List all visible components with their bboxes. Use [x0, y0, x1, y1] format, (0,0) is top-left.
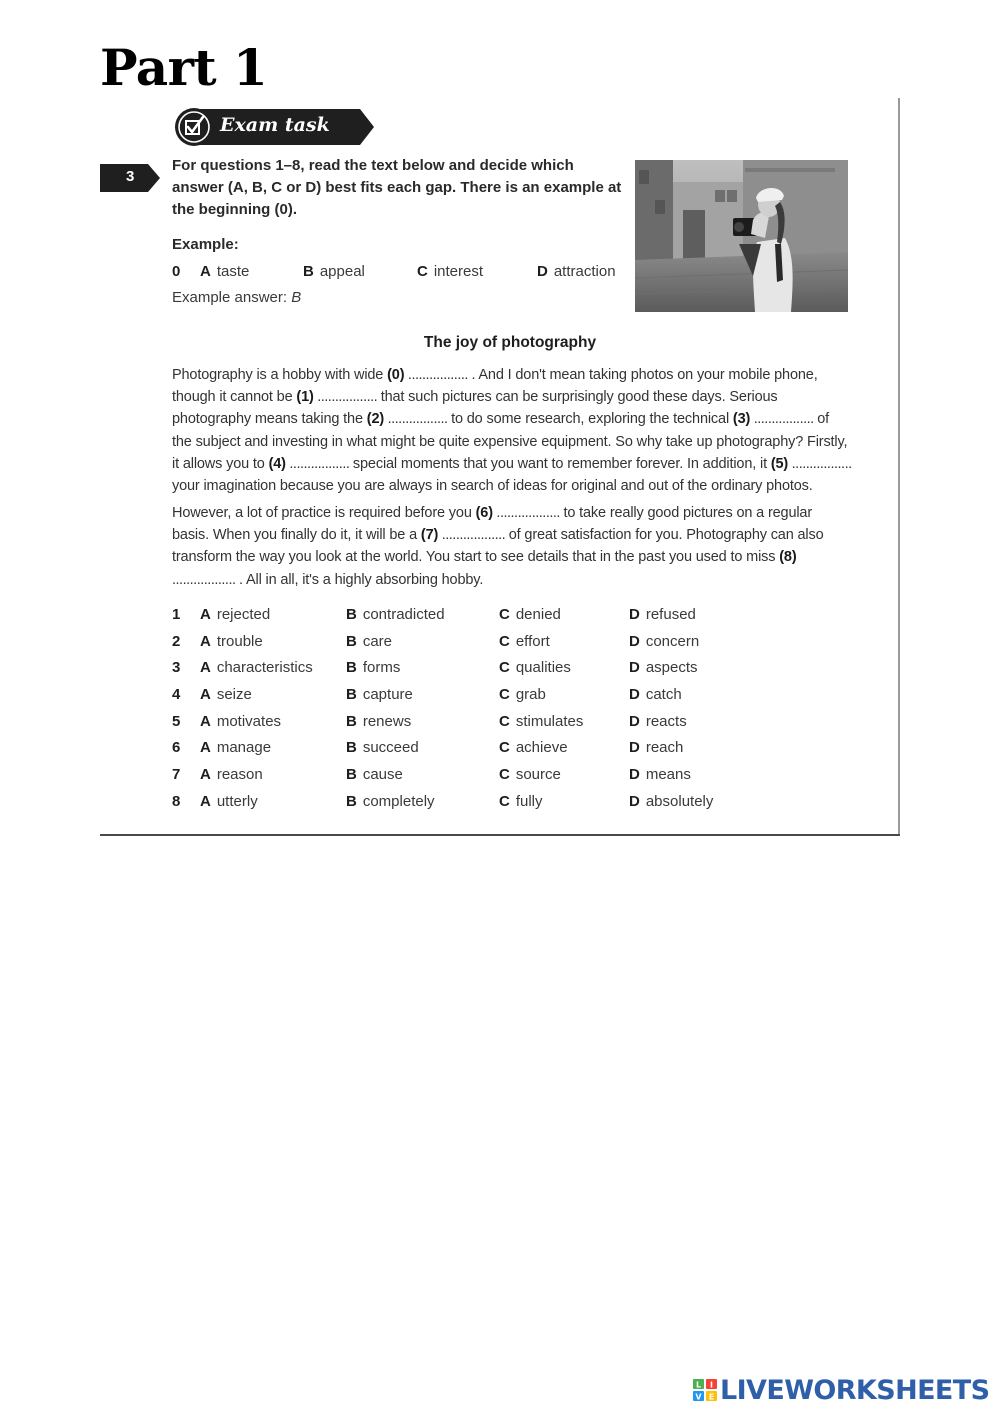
option-text: reason: [216, 766, 263, 784]
answer-option-b[interactable]: [346, 656, 400, 680]
option-text: trouble: [216, 632, 263, 650]
option-text: motivates: [216, 712, 282, 730]
question-row: [172, 683, 772, 710]
frame-bottom-border: [100, 834, 900, 836]
option-text: renews: [362, 712, 412, 730]
option-text: absolutely: [645, 792, 714, 810]
option-text: source: [515, 766, 561, 784]
answer-option-d[interactable]: [629, 763, 691, 787]
option-letter: C: [499, 792, 510, 810]
option-letter: D: [629, 766, 640, 784]
option-text: stimulates: [515, 712, 584, 730]
option-letter: D: [629, 792, 640, 810]
answer-option-d[interactable]: [629, 683, 682, 707]
option-letter: A: [200, 712, 211, 730]
answer-option-c[interactable]: [499, 736, 568, 760]
gap-blank: .................: [750, 411, 818, 428]
answer-option-c[interactable]: [499, 656, 571, 680]
option-text: completely: [362, 792, 435, 810]
answer-option-b[interactable]: [346, 603, 445, 627]
option-text: seize: [216, 686, 252, 704]
option-text: contradicted: [362, 606, 445, 623]
svg-text:I: I: [710, 1380, 713, 1390]
answer-option-a[interactable]: [200, 736, 271, 760]
answer-option-c[interactable]: [499, 683, 546, 707]
answer-option-a[interactable]: [200, 603, 270, 627]
answer-option-d[interactable]: [629, 790, 713, 814]
answer-option-a[interactable]: [200, 630, 263, 654]
option-letter: C: [499, 739, 510, 757]
question-number: 7: [172, 766, 181, 784]
option-letter: B: [346, 766, 357, 784]
option-letter: D: [629, 739, 640, 757]
example-option-a: A taste: [200, 263, 250, 280]
svg-text:L: L: [695, 1380, 702, 1390]
option-letter: A: [200, 686, 211, 704]
option-text: fully: [515, 792, 543, 810]
question-row: [172, 630, 772, 657]
answer-option-d[interactable]: [629, 630, 699, 654]
option-text: refused: [645, 606, 696, 623]
passage-text: of the subject and investing in what might be quite expensive equipment. So why take up photography? Firstly, it allows you to: [172, 411, 848, 472]
option-letter: C: [499, 766, 510, 784]
option-letter: D: [629, 632, 640, 650]
text-title: The joy of photography: [423, 334, 597, 351]
option-letter: C: [499, 632, 510, 650]
passage-text: . All in all, it's a highly absorbing hobby.: [239, 571, 484, 588]
option-text: qualities: [515, 659, 571, 677]
option-letter: C: [499, 686, 510, 704]
question-number: 1: [172, 606, 181, 623]
example-number: 0: [172, 263, 181, 280]
question-number: 4: [172, 686, 181, 704]
gap-number: (0): [387, 367, 405, 383]
gap-blank: .................: [285, 455, 353, 472]
gap-number: (3): [732, 411, 751, 428]
option-text: reacts: [645, 712, 687, 730]
passage-text: to take really good pictures on a regular basis. When you finally do it, it will be a: [172, 505, 813, 544]
page-title: Part 1: [100, 38, 268, 97]
passage-text: . And I don't mean taking photos on your mobile phone, though it cannot be: [172, 367, 818, 406]
answer-option-b[interactable]: [346, 630, 392, 654]
question-number: 5: [172, 712, 181, 730]
answer-options-list: [172, 603, 772, 817]
option-letter: D: [629, 606, 640, 623]
answer-option-a[interactable]: [200, 710, 281, 734]
question-number: 6: [172, 739, 181, 757]
answer-option-a[interactable]: [200, 683, 252, 707]
option-letter: A: [200, 659, 211, 677]
gap-number: (4): [268, 455, 286, 472]
gap-number: (5): [770, 455, 789, 472]
answer-option-c[interactable]: [499, 790, 543, 814]
option-letter: B: [346, 606, 357, 623]
option-text: cause: [362, 766, 403, 784]
svg-text:V: V: [695, 1392, 702, 1402]
exam-task-label: Exam task: [220, 114, 330, 136]
gap-number: (8): [779, 549, 797, 566]
gap-number: (2): [366, 411, 385, 428]
passage-text: your imagination because you are always in search of ideas for original and out of the ordinary photos.: [172, 478, 813, 495]
option-text: forms: [362, 659, 401, 677]
answer-option-b[interactable]: [346, 710, 411, 734]
option-letter: A: [200, 792, 211, 810]
option-text: characteristics: [216, 659, 313, 677]
question-number: 2: [172, 632, 181, 650]
svg-text:E: E: [708, 1392, 715, 1402]
example-heading: Example:: [172, 236, 239, 253]
question-row: [172, 656, 772, 683]
option-text: effort: [515, 632, 550, 650]
option-text: utterly: [216, 792, 258, 810]
answer-option-b[interactable]: [346, 763, 403, 787]
liveworksheets-mark-icon: [692, 1378, 718, 1402]
question-number: 3: [172, 659, 181, 677]
option-text: rejected: [216, 606, 271, 623]
question-row: [172, 710, 772, 737]
answer-option-c[interactable]: [499, 710, 583, 734]
example-option-c: C interest: [417, 263, 484, 280]
gap-number: (6): [475, 505, 493, 521]
exam-task-banner: [174, 106, 376, 148]
question-row: [172, 603, 772, 630]
passage-paragraph-2: [172, 502, 852, 591]
option-letter: B: [346, 659, 357, 677]
task-instructions: For questions 1–8, read the text below and decide which answer (A, B, C or D) best fits each gap. There is an example at the beginning (0).: [172, 157, 622, 218]
option-letter: C: [499, 712, 510, 730]
option-text: achieve: [515, 739, 568, 757]
gap-blank: .................: [313, 389, 381, 406]
example-answer: [172, 289, 301, 306]
option-letter: A: [200, 739, 211, 757]
answer-option-d[interactable]: [629, 603, 696, 627]
passage-text: special moments that you want to remember forever. In addition, it: [352, 455, 771, 472]
gap-blank: .................: [404, 367, 472, 383]
gap-blank: .................: [788, 455, 852, 472]
answer-option-d[interactable]: [629, 736, 683, 760]
option-text: grab: [515, 686, 546, 704]
question-number: 8: [172, 792, 181, 810]
task-number-tab: [100, 162, 162, 194]
passage-paragraph-1: [172, 364, 852, 497]
liveworksheets-logo: [692, 1374, 989, 1406]
gap-blank: ..................: [492, 505, 564, 521]
answer-option-d[interactable]: [629, 656, 698, 680]
option-letter: A: [200, 606, 211, 623]
gap-number: (7): [420, 527, 439, 544]
option-letter: D: [629, 659, 640, 677]
option-text: care: [362, 632, 393, 650]
example-answer-value: B: [291, 289, 302, 306]
photographer-photo: [635, 160, 848, 312]
option-letter: B: [346, 792, 357, 810]
answer-option-c[interactable]: [499, 603, 561, 627]
option-letter: B: [346, 632, 357, 650]
liveworksheets-wordmark: LIVEWORKSHEETS: [720, 1374, 990, 1406]
passage-text: that such pictures can be surprisingly good these days. Serious photography means taking the: [172, 389, 778, 428]
answer-option-d[interactable]: [629, 710, 687, 734]
gap-blank: .................: [384, 411, 452, 428]
answer-option-a[interactable]: [200, 763, 263, 787]
example-option-d: D attraction: [537, 263, 616, 280]
answer-option-b[interactable]: [346, 736, 419, 760]
answer-option-a[interactable]: [200, 656, 313, 680]
option-text: aspects: [645, 659, 698, 677]
option-text: manage: [216, 739, 272, 757]
option-text: succeed: [362, 739, 419, 757]
option-text: denied: [515, 606, 561, 623]
option-letter: C: [499, 606, 510, 623]
option-letter: B: [346, 739, 357, 757]
task-number: 3: [126, 168, 135, 185]
option-text: capture: [362, 686, 413, 704]
option-text: catch: [645, 686, 682, 704]
option-text: reach: [645, 739, 684, 757]
answer-option-c[interactable]: [499, 630, 550, 654]
passage-text: However, a lot of practice is required before you: [172, 505, 476, 521]
passage-text: to do some research, exploring the technical: [451, 411, 733, 428]
option-letter: A: [200, 766, 211, 784]
gap-blank: ..................: [172, 571, 240, 588]
gap-blank: ..................: [438, 527, 509, 544]
option-letter: B: [346, 686, 357, 704]
gap-number: (1): [296, 389, 314, 406]
answer-option-c[interactable]: [499, 763, 561, 787]
option-letter: D: [629, 712, 640, 730]
question-row: [172, 736, 772, 763]
option-letter: A: [200, 632, 211, 650]
option-text: means: [645, 766, 691, 784]
answer-option-a[interactable]: [200, 790, 258, 814]
option-letter: B: [346, 712, 357, 730]
passage-text: of great satisfaction for you. Photography can also transform the way you look at the world. You start to see details that in the past you used to miss: [172, 527, 824, 566]
question-row: [172, 763, 772, 790]
passage-text: Photography is a hobby with wide: [172, 367, 388, 383]
question-row: [172, 790, 772, 817]
answer-option-b[interactable]: [346, 790, 435, 814]
example-row: [172, 263, 632, 285]
option-text: concern: [645, 632, 700, 650]
option-letter: D: [629, 686, 640, 704]
example-option-b: B appeal: [303, 263, 365, 280]
example-answer-label: Example answer:: [172, 289, 288, 306]
option-letter: C: [499, 659, 510, 677]
frame-right-border: [898, 98, 900, 836]
answer-option-b[interactable]: [346, 683, 413, 707]
